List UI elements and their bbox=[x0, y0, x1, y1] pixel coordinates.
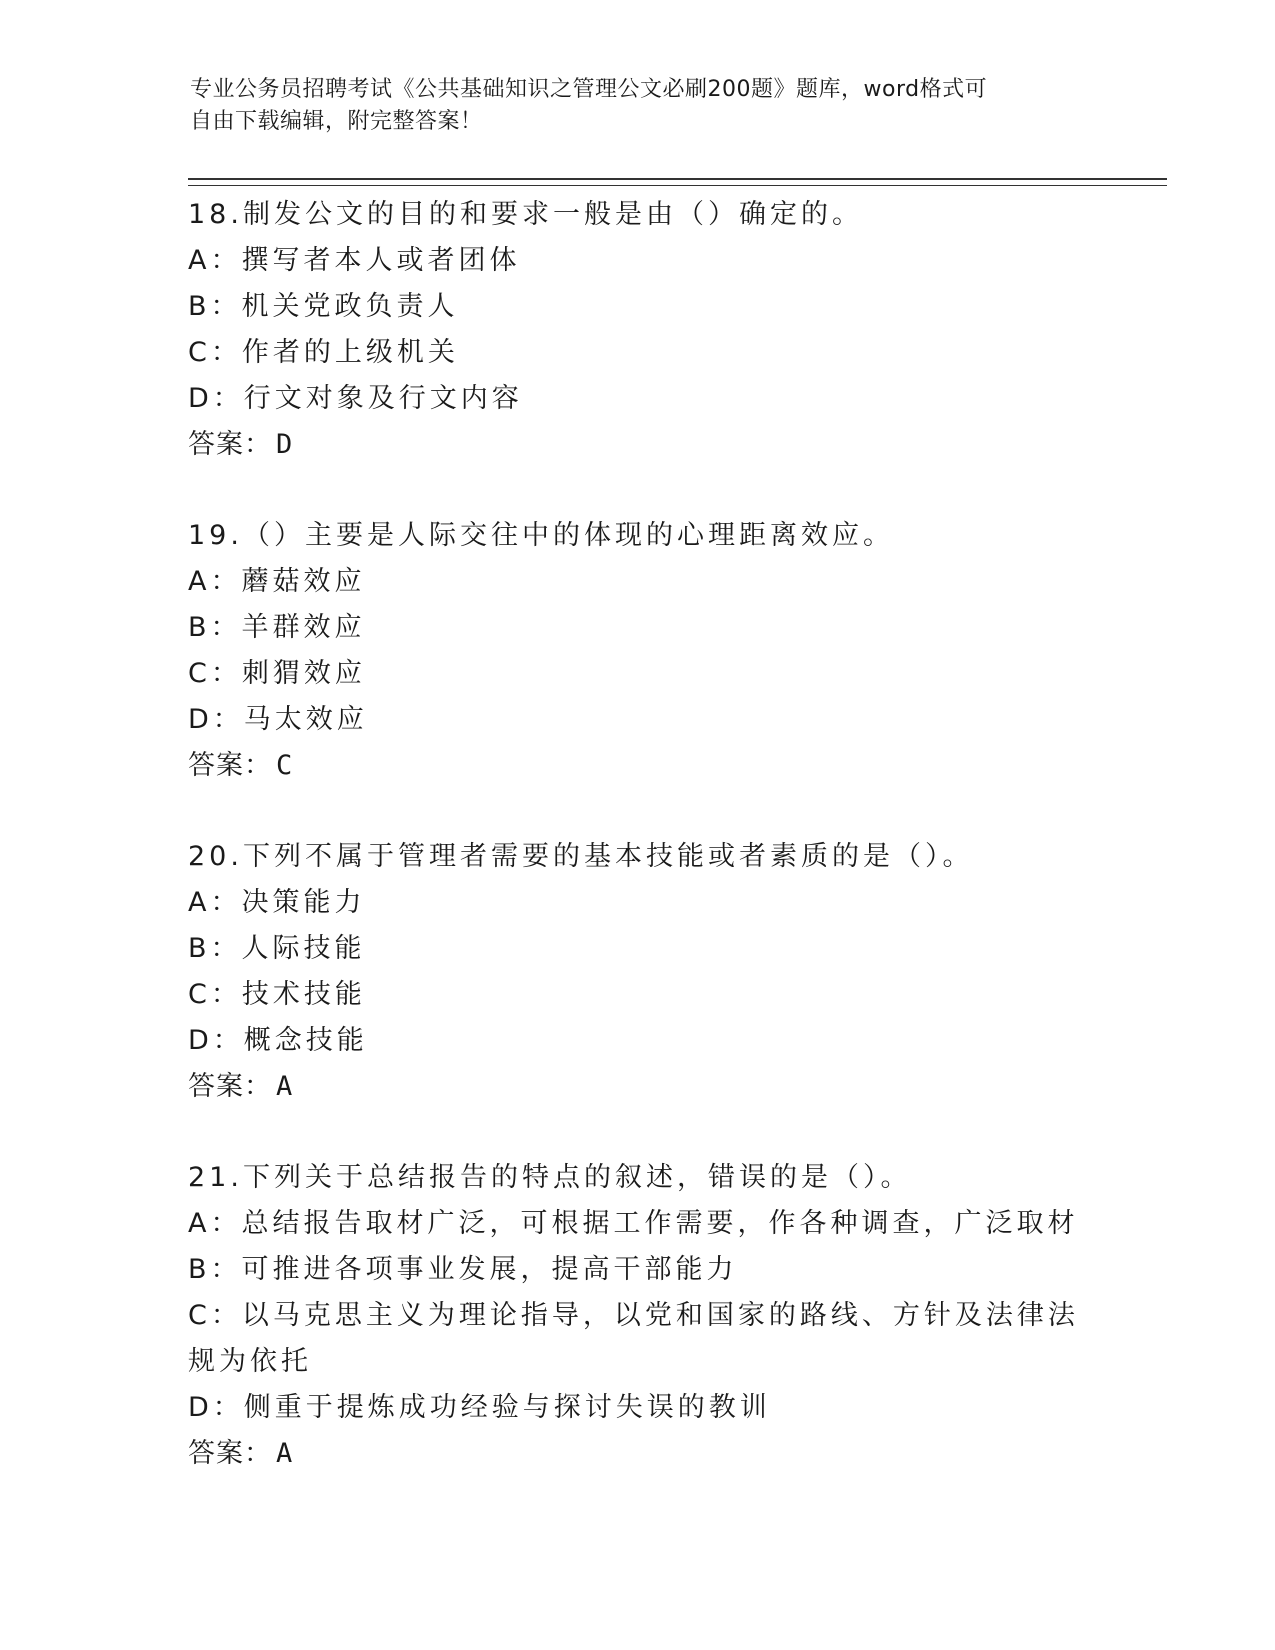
document-header bbox=[190, 74, 1090, 138]
option-b: B：羊群效应 bbox=[188, 612, 366, 643]
option-a: A：撰写者本人或者团体 bbox=[188, 245, 521, 276]
question-stem: 20.下列不属于管理者需要的基本技能或者素质的是（）。 bbox=[188, 841, 974, 872]
option-a: A：决策能力 bbox=[188, 887, 366, 918]
answer-value: C bbox=[276, 750, 294, 781]
answer-label: 答案： bbox=[188, 1438, 272, 1469]
header-line-1: 专业公务员招聘考试《公共基础知识之管理公文必刷200题》题库，word格式可 bbox=[190, 77, 988, 102]
option-c: C：以马克思主义为理论指导，以党和国家的路线、方针及法律法规为依托 bbox=[188, 1300, 1079, 1377]
option-b: B：可推进各项事业发展，提高干部能力 bbox=[188, 1254, 738, 1285]
answer-value: A bbox=[276, 1071, 294, 1102]
option-d: D：概念技能 bbox=[188, 1025, 368, 1056]
header-line-2: 自由下载编辑，附完整答案！ bbox=[190, 109, 483, 134]
option-a: A：蘑菇效应 bbox=[188, 566, 366, 597]
question-stem: 18.制发公文的目的和要求一般是由（）确定的。 bbox=[188, 199, 863, 230]
answer-line bbox=[188, 1064, 1088, 1110]
option-c: C：刺猬效应 bbox=[188, 658, 366, 689]
question-21 bbox=[188, 1155, 1088, 1477]
option-d: D：行文对象及行文内容 bbox=[188, 383, 523, 414]
option-b: B：机关党政负责人 bbox=[188, 291, 459, 322]
answer-value: A bbox=[276, 1438, 294, 1469]
answer-label: 答案： bbox=[188, 1071, 272, 1102]
option-b: B：人际技能 bbox=[188, 933, 366, 964]
answer-label: 答案： bbox=[188, 750, 272, 781]
answer-line bbox=[188, 422, 1088, 468]
question-18 bbox=[188, 192, 1088, 468]
answer-line bbox=[188, 1431, 1088, 1477]
option-d: D：马太效应 bbox=[188, 704, 368, 735]
option-a: A：总结报告取材广泛，可根据工作需要，作各种调查，广泛取材 bbox=[188, 1208, 1079, 1239]
option-d: D：侧重于提炼成功经验与探讨失误的教训 bbox=[188, 1392, 771, 1423]
question-stem: 19.（）主要是人际交往中的体现的心理距离效应。 bbox=[188, 520, 894, 551]
answer-label: 答案： bbox=[188, 429, 272, 460]
question-stem: 21.下列关于总结报告的特点的叙述，错误的是（）。 bbox=[188, 1162, 912, 1193]
option-c: C：技术技能 bbox=[188, 979, 366, 1010]
header-divider bbox=[188, 178, 1167, 186]
answer-value: D bbox=[276, 429, 294, 460]
question-19 bbox=[188, 513, 1088, 789]
answer-line bbox=[188, 743, 1088, 789]
question-list bbox=[188, 192, 1088, 1522]
question-20 bbox=[188, 834, 1088, 1110]
option-c: C：作者的上级机关 bbox=[188, 337, 459, 368]
